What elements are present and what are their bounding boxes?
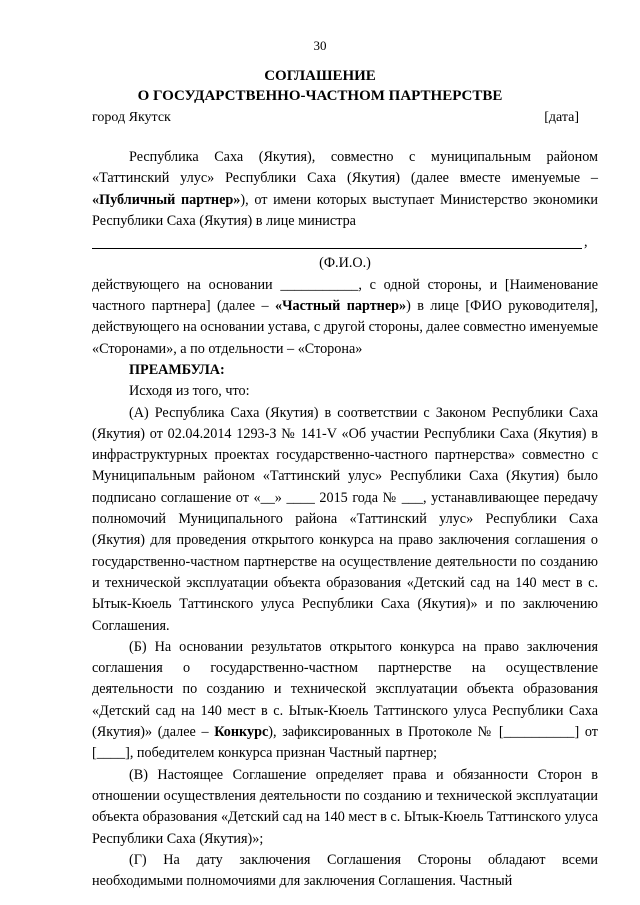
parties-paragraph-public: Республика Саха (Якутия), совместно с муниципальным районом «Таттинский улус» Республики Саха (Якутия) (далее вместе именуемые – «Публичный партнер»), от имени которых выступает Министерство экономики Республики Саха (Якутия) в лице министра: [92, 149, 598, 229]
clause-v: (В) Настоящее Соглашение определяет права и обязанности Сторон в отношении осуществления деятельности по созданию и технической эксплуатации объекта образования «Детский сад на 140 мест в с. Ытык-Кюель Таттинского улуса Республики Саха (Якутия)»;: [92, 766, 598, 847]
clause-a: (А) Республика Саха (Якутия) в соответствии с Законом Республики Саха (Якутия) от 02.04.2014 1293-З № 141-V «Об участии Республики Саха (Якутия) в инфраструктурных проектах государственно-частного партнерства» совместно с Муниципальным районом «Таттинский улус» Республики Саха (Якутия) было подписано соглашение от «__» ____ 2015 года № ___, устанавливающее передачу полномочий Муниципального района «Таттинский улус» Республики Саха (Якутия) для проведения открытого конкурса на право заключения соглашения о государственно-частном партнерстве на осуществление деятельности по созданию и технической эксплуатации объекта образования «Детский сад на 140 мест в с. Ытык-Кюель Таттинского улуса Республики Саха (Якутия)» и по заключению Соглашения.: [92, 404, 598, 634]
document-body: [92, 147, 598, 892]
date-placeholder: [дата]: [544, 110, 579, 125]
parties-paragraph-private: действующего на основании ___________, с одной стороны, и [Наименование частного партнера] (далее – «Частный партнер») в лице [ФИО руководителя], действующего на основании устава, с другой стороны, далее совместно именуемые «Сторонами», а по отдельности – «Сторона»: [92, 276, 598, 357]
fio-label: (Ф.И.О.): [319, 255, 371, 272]
page-number: 30: [313, 38, 327, 53]
city-date-line: [92, 110, 579, 126]
preamble-heading: ПРЕАМБУЛА:: [129, 361, 225, 378]
agreement-title: СОГЛАШЕНИЕ: [264, 68, 376, 84]
minister-signature-row: ,: [92, 232, 598, 253]
contest-term: Конкурс: [214, 724, 269, 741]
agreement-subtitle: О ГОСУДАРСТВЕННО-ЧАСТНОМ ПАРТНЕРСТВЕ: [137, 88, 503, 104]
minister-name-line: [92, 236, 582, 249]
clause-g: (Г) На дату заключения Соглашения Стороны обладают всеми необходимыми полномочиями для заключения Соглашения. Частный: [92, 851, 598, 890]
public-partner-term: «Публичный партнер»: [92, 191, 241, 208]
clause-b: (Б) На основании результатов открытого конкурса на право заключения соглашения о государственно-частном партнерстве на осуществление деятельности по созданию и технической эксплуатации объекта образования «Детский сад на 140 мест в с. Ытык-Кюель Таттинского улуса Республики Саха (Якутия)» (далее – Конкурс), зафиксированных в Протоколе № [__________] от [____], победителем конкурса признан Частный партнер;: [92, 638, 598, 762]
private-partner-term: «Частный партнер»: [275, 298, 407, 315]
city: город Якутск: [92, 110, 171, 125]
preamble-intro: Исходя из того, что:: [129, 383, 250, 400]
